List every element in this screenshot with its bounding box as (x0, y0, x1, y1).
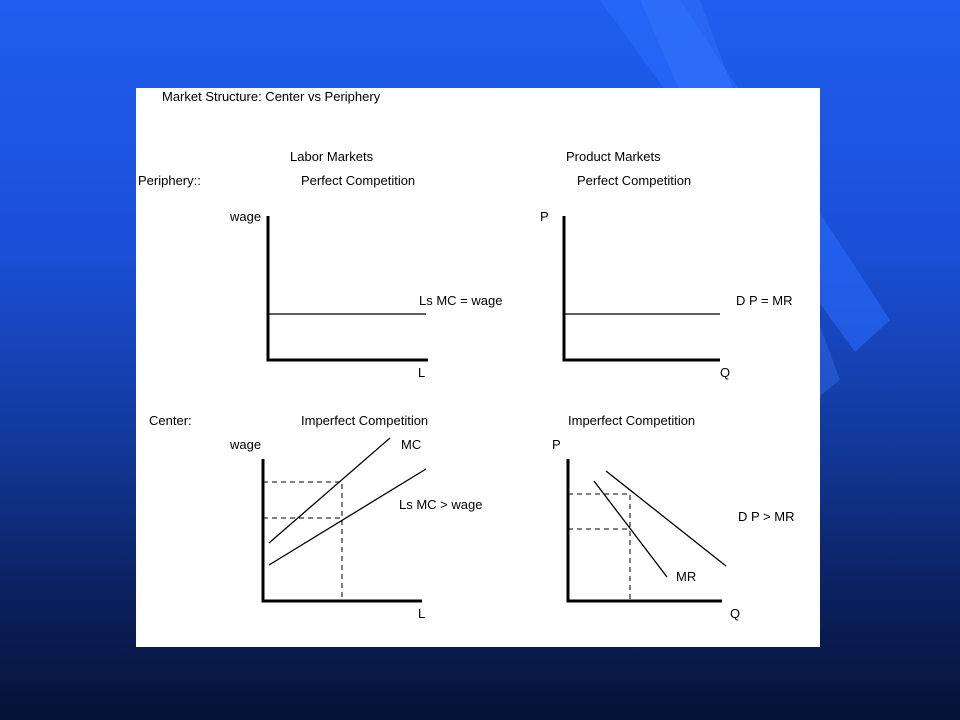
labor-supply-curve (269, 469, 426, 565)
periphery-product-heading: Perfect Competition (577, 173, 692, 188)
product-markets-header: Product Markets (566, 149, 661, 164)
x-axis-label: Q (720, 365, 731, 380)
mc-label: MC (401, 437, 422, 452)
center-product-graph (552, 437, 794, 621)
periphery-labor-heading: Perfect Competition (301, 173, 416, 188)
x-axis-label: Q (730, 606, 741, 621)
periphery-labor-graph (229, 209, 502, 380)
center-labor-graph (229, 437, 482, 621)
center-product-heading: Imperfect Competition (568, 413, 696, 428)
market-structure-diagram (136, 88, 820, 647)
diagram-title: Market Structure: Center vs Periphery (162, 89, 381, 104)
curve-label: D P = MR (736, 293, 793, 308)
demand-label: D P > MR (738, 509, 795, 524)
y-axis-label: P (540, 209, 549, 224)
axes (564, 216, 720, 360)
axes (268, 216, 428, 360)
mc-equilibrium-guide (263, 482, 342, 601)
x-axis-label: L (418, 365, 426, 380)
y-axis-label: wage (230, 209, 262, 224)
labor-markets-header: Labor Markets (290, 149, 374, 164)
price-guide-line (568, 494, 630, 601)
mr-label: MR (676, 569, 697, 584)
periphery-label: Periphery:: (138, 173, 201, 188)
axes (568, 459, 722, 601)
diagram-panel (136, 88, 820, 647)
supply-label: Ls MC > wage (399, 497, 483, 512)
periphery-product-graph (540, 209, 792, 380)
curve-label: Ls MC = wage (419, 293, 503, 308)
center-label: Center: (149, 413, 192, 428)
y-axis-label: P (552, 437, 561, 452)
x-axis-label: L (418, 606, 426, 621)
y-axis-label: wage (230, 437, 262, 452)
demand-curve (606, 471, 726, 566)
center-labor-heading: Imperfect Competition (301, 413, 429, 428)
